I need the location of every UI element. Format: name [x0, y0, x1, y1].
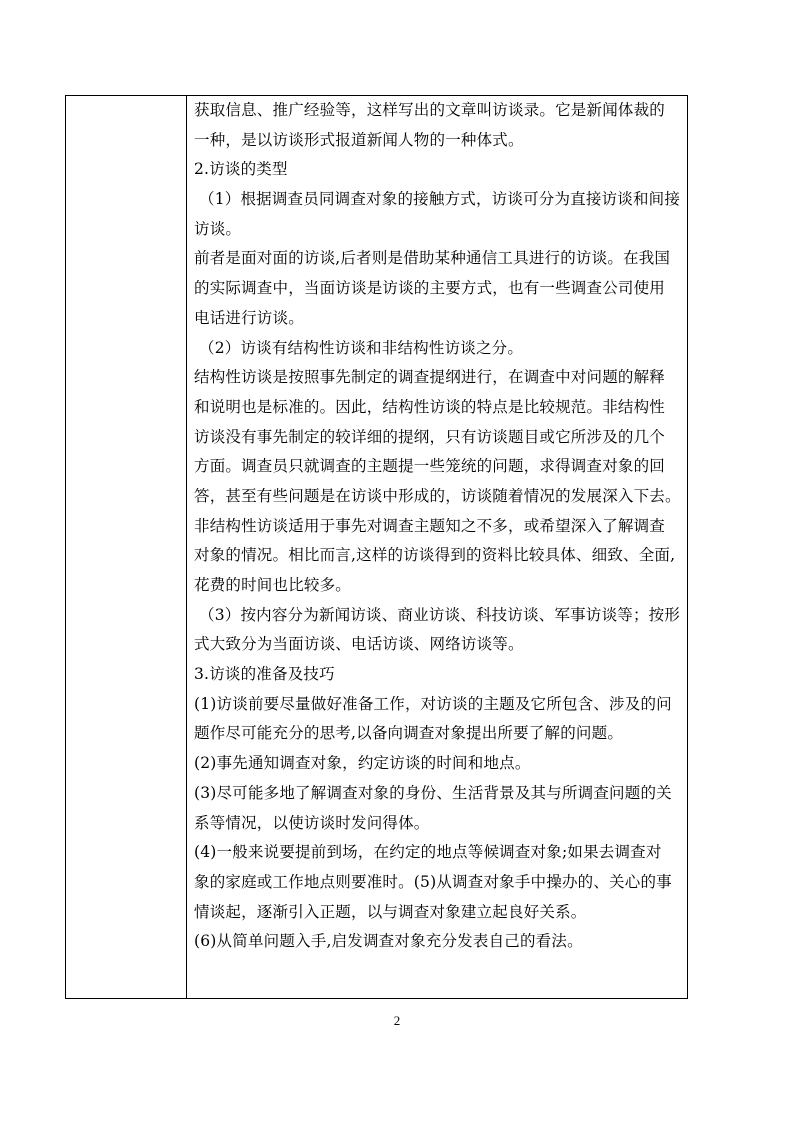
- text-line: (3)尽可能多地了解调查对象的身份、生活背景及其与所调查问题的关: [194, 783, 672, 802]
- page-number: 2: [393, 1013, 401, 1028]
- text-line: (4)一般来说要提前到场，在约定的地点等候调查对象;如果去调查对: [194, 843, 662, 862]
- text-line: 对象的情况。相比而言,这样的访谈得到的资料比较具体、细致、全面,: [194, 546, 676, 565]
- text-line: (1)访谈前要尽量做好准备工作，对访谈的主题及它所包含、涉及的问: [194, 694, 672, 713]
- text-line: (2)事先通知调查对象，约定访谈的时间和地点。: [194, 754, 531, 773]
- text-line: 非结构性访谈适用于事先对调查主题知之不多，或希望深入了解调查: [194, 516, 666, 535]
- text-line: 方面。调查员只就调查的主题提一些笼统的问题，求得调查对象的回: [194, 457, 666, 476]
- table-text-cell: [194, 96, 684, 957]
- text-line: 的实际调查中，当面访谈是访谈的主要方式，也有一些调查公司使用: [194, 279, 666, 298]
- text-line: 答，甚至有些问题是在访谈中形成的，访谈随着情况的发展深入下去。: [194, 486, 681, 505]
- text-line: 电话进行访谈。: [194, 308, 304, 327]
- content-table: [65, 95, 688, 999]
- text-line: （2）访谈有结构性访谈和非结构性访谈之分。: [199, 338, 524, 357]
- text-line: 访谈没有事先制定的较详细的提纲，只有访谈题目或它所涉及的几个: [194, 427, 666, 446]
- text-line: 结构性访谈是按照事先制定的调查提纲进行，在调查中对问题的解释: [194, 368, 666, 387]
- text-line: 式大致分为当面访谈、电话访谈、网络访谈等。: [194, 635, 524, 654]
- text-line: 题作尽可能充分的思考,以备向调查对象提出所要了解的问题。: [194, 724, 624, 743]
- text-line: （3）按内容分为新闻访谈、商业访谈、科技访谈、军事访谈等；按形: [199, 605, 681, 624]
- text-line: (6)从简单问题入手,启发调查对象充分发表自己的看法。: [194, 932, 583, 951]
- section-heading: 3.访谈的准备及技巧: [194, 665, 335, 684]
- text-line: 象的家庭或工作地点则要准时。(5)从调查对象手中操办的、关心的事: [194, 872, 672, 891]
- text-line: 系等情况，以使访谈时发问得体。: [194, 813, 430, 832]
- text-line: 访谈。: [194, 219, 242, 238]
- text-line: 情谈起，逐渐引入正题，以与调查对象建立起良好关系。: [194, 902, 587, 921]
- text-line: 获取信息、推广经验等，这样写出的文章叫访谈录。它是新闻体裁的: [194, 101, 666, 119]
- section-heading: 2.访谈的类型: [194, 160, 288, 179]
- text-line: 和说明也是标准的。因此，结构性访谈的特点是比较规范。非结构性: [194, 397, 666, 416]
- text-line: （1）根据调查员同调查对象的接触方式，访谈可分为直接访谈和间接: [199, 190, 681, 209]
- text-line: 花费的时间也比较多。: [194, 576, 352, 594]
- text-line: 一种，是以访谈形式报道新闻人物的一种体式。: [194, 130, 524, 149]
- table-left-column: [66, 96, 187, 998]
- text-line: 前者是面对面的访谈,后者则是借助某种通信工具进行的访谈。在我国: [194, 249, 671, 268]
